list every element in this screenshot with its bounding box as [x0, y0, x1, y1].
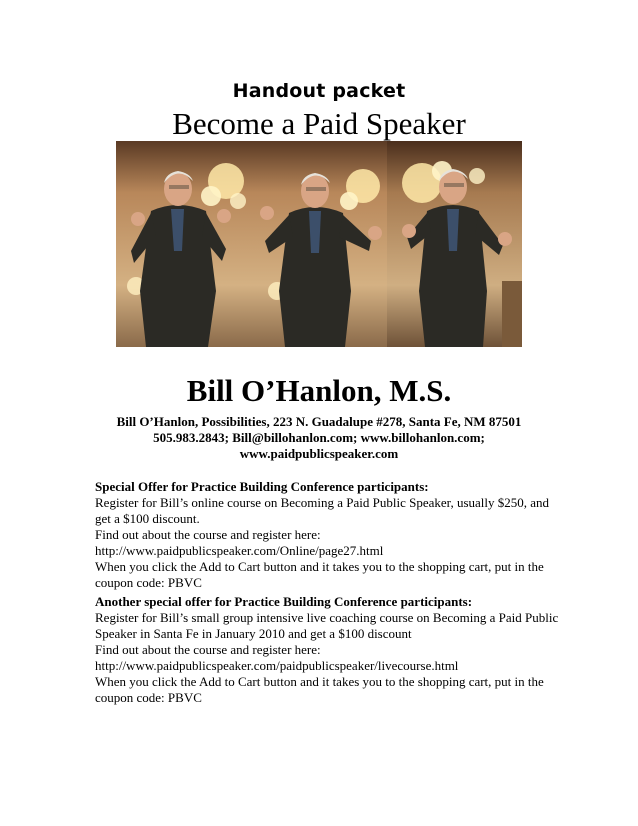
offer-course-url[interactable]: http://www.paidpublicspeaker.com/paidpublicspeaker/livecourse.html [95, 658, 459, 673]
offer-line: Find out about the course and register here: [95, 527, 321, 542]
offer-line: Speaker in Santa Fe in January 2010 and get a $100 discount [95, 626, 412, 641]
handout-kicker: Handout packet [232, 80, 406, 102]
offer-line: Register for Bill’s small group intensive live coaching course on Becoming a Paid Public [95, 610, 559, 625]
offer-section-2 [95, 594, 565, 706]
contact-address: Bill O’Hanlon, Possibilities, 223 N. Guadalupe #278, Santa Fe, NM 87501 [116, 414, 522, 429]
offer-line: Register for Bill’s online course on Becoming a Paid Public Speaker, usually $250, and [95, 495, 550, 510]
speaker-photo-1 [116, 141, 251, 347]
speaker-photo-2 [251, 141, 387, 347]
contact-phone-email-web: 505.983.2843; Bill@billohanlon.com; www.billohanlon.com; [153, 430, 485, 445]
offer-coupon-code: coupon code: PBVC [95, 690, 202, 705]
offer-line: When you click the Add to Cart button and it takes you to the shopping cart, put in the [95, 559, 544, 574]
offer-heading: Special Offer for Practice Building Conference participants: [95, 479, 429, 494]
offer-course-url[interactable]: http://www.paidpublicspeaker.com/Online/page27.html [95, 543, 384, 558]
offer-line: get a $100 discount. [95, 511, 200, 526]
speaker-photo-strip [116, 141, 522, 347]
offer-coupon-code: coupon code: PBVC [95, 575, 202, 590]
speaker-photo-3 [387, 141, 522, 347]
offer-line: When you click the Add to Cart button and it takes you to the shopping cart, put in the [95, 674, 544, 689]
offer-section-1 [95, 479, 565, 591]
offer-line: Find out about the course and register here: [95, 642, 321, 657]
contact-block [60, 414, 578, 462]
speaker-name: Bill O’Hanlon, M.S. [186, 373, 452, 408]
offer-heading: Another special offer for Practice Building Conference participants: [95, 594, 473, 609]
contact-website: www.paidpublicspeaker.com [239, 446, 399, 461]
document-title: Become a Paid Speaker [172, 106, 466, 141]
